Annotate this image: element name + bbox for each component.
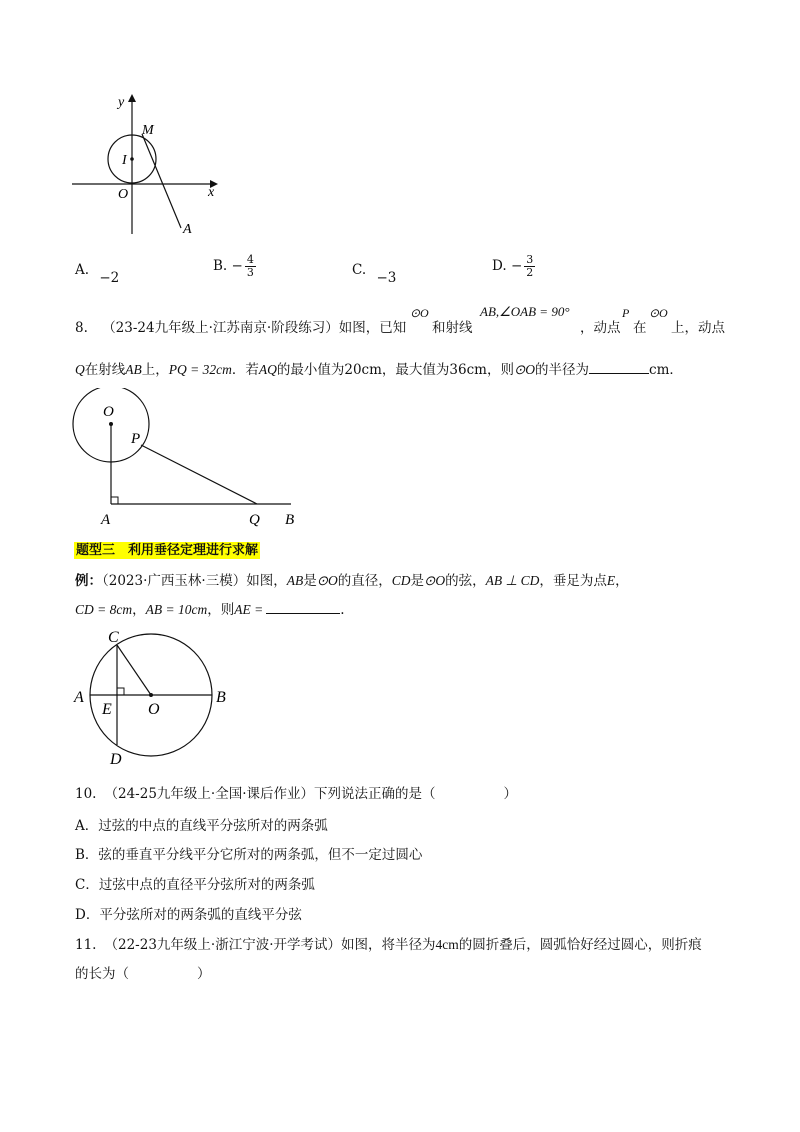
label-a: A (183, 222, 192, 237)
option-sign: − (231, 258, 243, 274)
option-letter: B. (213, 258, 228, 274)
label-b: B (285, 512, 295, 528)
option-d[interactable] (492, 254, 535, 279)
question-number: 8. (75, 320, 88, 336)
q11-line-2 (75, 962, 211, 982)
label-o: O (148, 701, 160, 718)
text: 和射线 (432, 320, 473, 336)
option-letter: A. (75, 262, 90, 278)
q8-line-2 (75, 358, 683, 378)
math-q: Q (75, 362, 85, 377)
label-d: D (110, 751, 122, 768)
label-o: O (118, 187, 129, 202)
text: ，则 (486, 362, 514, 378)
math-cd: CD (391, 573, 411, 588)
option-value: −2 (99, 270, 120, 286)
math-p: P (622, 306, 630, 320)
segment-pq (141, 445, 257, 504)
text: 的最小值为 (276, 362, 345, 378)
radius-value: 4cm (435, 937, 459, 952)
q10-option-a[interactable]: A．过弦的中点的直线平分弦所对的两条弧 (75, 818, 328, 834)
q10-option-b[interactable]: B．弦的垂直平分线平分它所对的两条弧，但不一定过圆心 (75, 847, 423, 863)
option-letter: D. (492, 258, 507, 274)
text: ，垂足为点 (539, 573, 607, 589)
text: ） (197, 966, 211, 982)
text: 是 (303, 573, 317, 589)
label-m: M (142, 123, 154, 138)
label-e: E (102, 701, 112, 718)
question-source: （23-24九年级上·江苏南京·阶段练习） (102, 320, 339, 336)
q10-option-d[interactable]: D．平分弦所对的两条弧的直线平分弦 (75, 907, 302, 923)
center-point-i (130, 157, 134, 161)
label-o: O (103, 404, 114, 420)
numerator: 4 (246, 253, 254, 266)
text: ， (615, 573, 629, 589)
circle-o-symbol: ⊙O (410, 306, 429, 320)
circle-o-symbol: ⊙O (424, 573, 446, 588)
example-label: 例： (75, 573, 102, 589)
text: 上，动点 (671, 320, 725, 336)
text: 的长为（ (75, 966, 129, 982)
text: 的直径， (337, 573, 392, 589)
text: ．若 (231, 362, 259, 378)
q11-line-1 (75, 933, 702, 953)
text: ，动点 (580, 320, 621, 336)
line-ma (142, 134, 181, 228)
question-number: 10. (75, 786, 97, 802)
y-axis-arrow (128, 94, 136, 102)
question-number: 11. (75, 937, 97, 953)
label-a: A (74, 689, 84, 706)
circle-o-symbol: ⊙O (316, 573, 338, 588)
text: 如图， (246, 573, 287, 589)
label-x: x (208, 185, 215, 200)
math-ray: AB,∠OAB = 90° (480, 304, 570, 319)
math-pq: PQ = 32cm (168, 362, 232, 377)
figure-chord-diameter (70, 624, 250, 770)
question-stem: 下列说法正确的是（ (314, 786, 436, 802)
text: 的弦， (445, 573, 486, 589)
text: 的圆折叠后，圆弧恰好经过圆心，则折痕 (458, 937, 702, 953)
answer-blank[interactable] (266, 613, 340, 614)
math-cd-value: CD = 8cm (75, 602, 133, 617)
text: 上， (141, 362, 169, 378)
label-i: I (122, 153, 127, 168)
numerator: 3 (526, 253, 534, 266)
denominator: 3 (246, 266, 254, 279)
unit: cm． (649, 362, 683, 378)
option-value: −3 (376, 270, 397, 286)
example-line-1 (75, 569, 629, 589)
section-heading (74, 539, 260, 558)
text: 在 (633, 320, 647, 336)
section-title: 题型三 利用垂径定理进行求解 (76, 543, 259, 558)
text: 在射线 (84, 362, 126, 378)
text: 是 (410, 573, 425, 589)
right-angle-mark (111, 497, 118, 504)
label-c: C (108, 629, 119, 646)
example-source: （2023·广西玉林·三模） (102, 573, 247, 589)
option-sign: − (510, 258, 523, 274)
label-y: y (118, 95, 125, 110)
math-e: E (606, 573, 616, 588)
fraction (245, 254, 256, 279)
example-line-2 (75, 598, 344, 618)
figure-coordinate-circle (60, 88, 230, 238)
math-ab: AB (286, 573, 304, 588)
denominator: 2 (526, 266, 534, 279)
text: ） (503, 786, 517, 802)
text: 如图，将半径为 (341, 937, 436, 953)
option-letter: C. (352, 262, 367, 278)
label-a: A (101, 512, 111, 528)
question-source: （24-25九年级上·全国·课后作业） (104, 786, 314, 802)
text: 如图，已知 (338, 320, 407, 336)
center-point-o (149, 693, 153, 697)
label-p: P (131, 431, 141, 447)
text: 的半径为 (535, 362, 590, 378)
max-value: 36cm (449, 362, 487, 378)
text: ，则 (207, 602, 235, 618)
q10-option-c[interactable]: C．过弦中点的直径平分弦所对的两条弧 (75, 877, 315, 893)
q10-stem (75, 782, 517, 802)
math-perp: AB ⊥ CD (485, 573, 540, 588)
option-a[interactable] (75, 262, 120, 286)
text: ， (132, 602, 146, 618)
math-ab-value: AB = 10cm (145, 602, 208, 617)
option-b[interactable] (213, 254, 256, 279)
circle-o-symbol: ⊙O (649, 306, 668, 320)
min-value: 20cm (344, 362, 382, 378)
right-angle-mark (117, 688, 124, 695)
circle-o-symbol: ⊙O (513, 362, 536, 377)
text: . (340, 602, 345, 618)
text: ，最大值为 (381, 362, 450, 378)
answer-blank[interactable] (589, 373, 649, 374)
q8-line-1 (75, 316, 406, 336)
math-aq: AQ (258, 362, 277, 377)
math-ab: AB (125, 362, 142, 377)
label-b: B (216, 689, 226, 706)
question-source: （22-23九年级上·浙江宁波·开学考试） (104, 937, 341, 953)
fraction (524, 254, 535, 279)
option-c[interactable] (352, 262, 397, 286)
math-ae: AE = (234, 602, 264, 617)
label-q: Q (249, 512, 260, 528)
figure-circle-ray (65, 388, 305, 530)
